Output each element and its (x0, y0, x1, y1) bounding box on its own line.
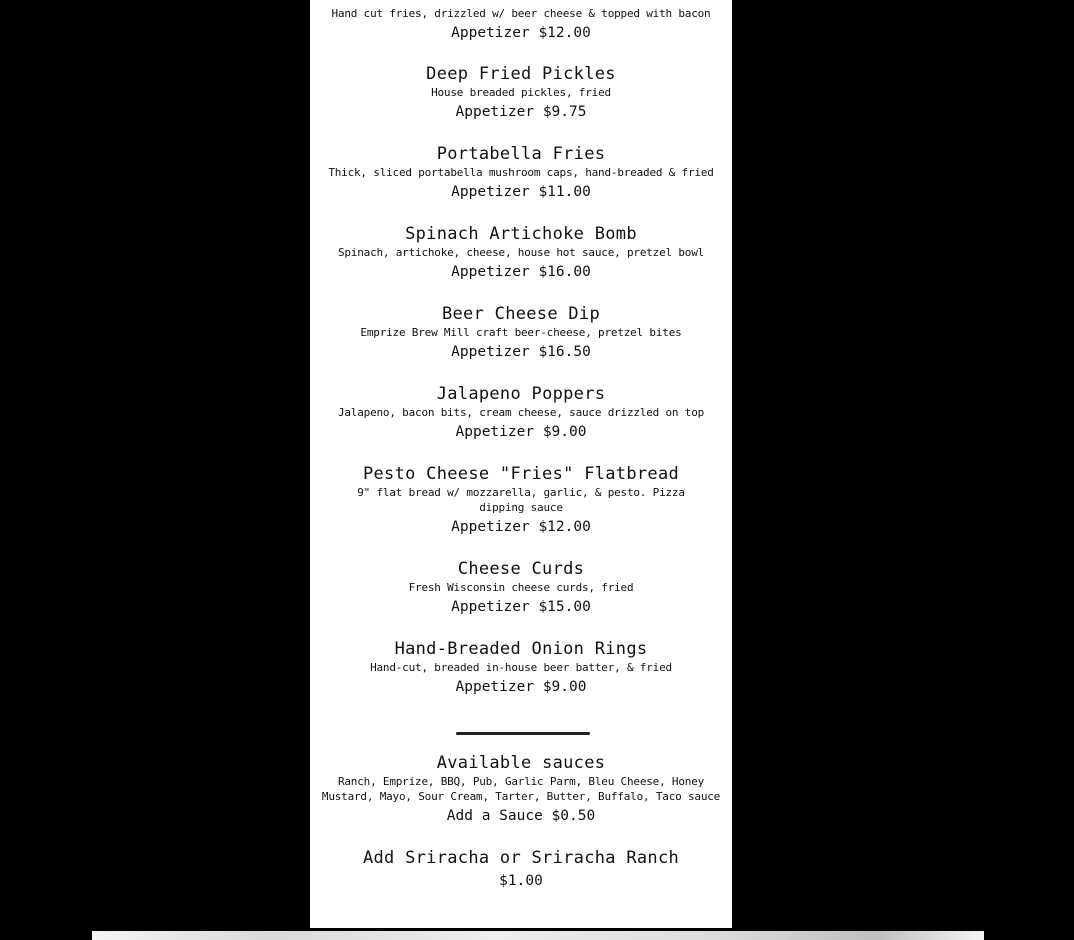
item-description: House breaded pickles, fried (431, 86, 611, 99)
sauces-price: Add a Sauce $0.50 (446, 808, 596, 824)
item-price: Appetizer $16.00 (451, 264, 591, 280)
item-title: Portabella Fries (436, 144, 606, 164)
item-price: Appetizer $16.50 (451, 344, 591, 360)
menu-item-portabella-fries (310, 143, 732, 202)
item-price: Appetizer $12.00 (451, 519, 591, 535)
menu-item-deep-fried-pickles (310, 63, 732, 122)
item-title: Beer Cheese Dip (441, 304, 601, 324)
item-title: Spinach Artichoke Bomb (405, 224, 637, 244)
menu-item-beer-cheese-dip (310, 303, 732, 362)
item-description: Fresh Wisconsin cheese curds, fried (408, 581, 634, 594)
item-description: Thick, sliced portabella mushroom caps, hand-breaded & fried (328, 166, 714, 179)
menu-item-pesto-flatbread (310, 463, 732, 537)
item-description: 9" flat bread w/ mozzarella, garlic, & pesto. Pizza dipping sauce (357, 486, 685, 514)
item-price: Appetizer $9.00 (455, 679, 587, 695)
sauces-description: Ranch, Emprize, BBQ, Pub, Garlic Parm, Bleu Cheese, Honey Mustard, Mayo, Sour Cream, Tarter, Butter, Buffalo, Taco sauce (321, 775, 721, 803)
item-description: Spinach, artichoke, cheese, house hot sauce, pretzel bowl (337, 246, 705, 259)
next-image-edge (92, 931, 984, 940)
menu-item-jalapeno-poppers (310, 383, 732, 442)
item-title: Hand-Breaded Onion Rings (394, 639, 648, 659)
item-price: Appetizer $15.00 (451, 599, 591, 615)
item-title: Jalapeno Poppers (436, 384, 606, 404)
item-price: Appetizer $9.00 (455, 424, 587, 440)
item-description: Jalapeno, bacon bits, cream cheese, sauce drizzled on top (337, 406, 705, 419)
item-description: Hand cut fries, drizzled w/ beer cheese & topped with bacon (331, 7, 711, 20)
menu-item-onion-rings (310, 638, 732, 697)
item-description: Hand-cut, breaded in-house beer batter, & fried (370, 661, 672, 674)
item-price: Appetizer $9.75 (455, 104, 587, 120)
sauces-title: Available sauces (436, 753, 606, 773)
item-description: Emprize Brew Mill craft beer-cheese, pretzel bites (360, 326, 682, 339)
sriracha-title: Add Sriracha or Sriracha Ranch (362, 848, 680, 868)
sauces-section (310, 752, 732, 826)
menu-page (310, 0, 732, 928)
menu-item-spinach-artichoke-bomb (310, 223, 732, 282)
item-title: Deep Fried Pickles (426, 64, 616, 84)
section-divider (456, 732, 590, 735)
item-price: Appetizer $12.00 (451, 25, 591, 41)
item-title: Pesto Cheese "Fries" Flatbread (362, 464, 680, 484)
sriracha-section (310, 847, 732, 891)
item-price: Appetizer $11.00 (451, 184, 591, 200)
menu-item-loaded-fries (310, 6, 732, 43)
sriracha-price: $1.00 (499, 873, 543, 889)
menu-item-cheese-curds (310, 558, 732, 617)
item-title: Cheese Curds (457, 559, 585, 579)
